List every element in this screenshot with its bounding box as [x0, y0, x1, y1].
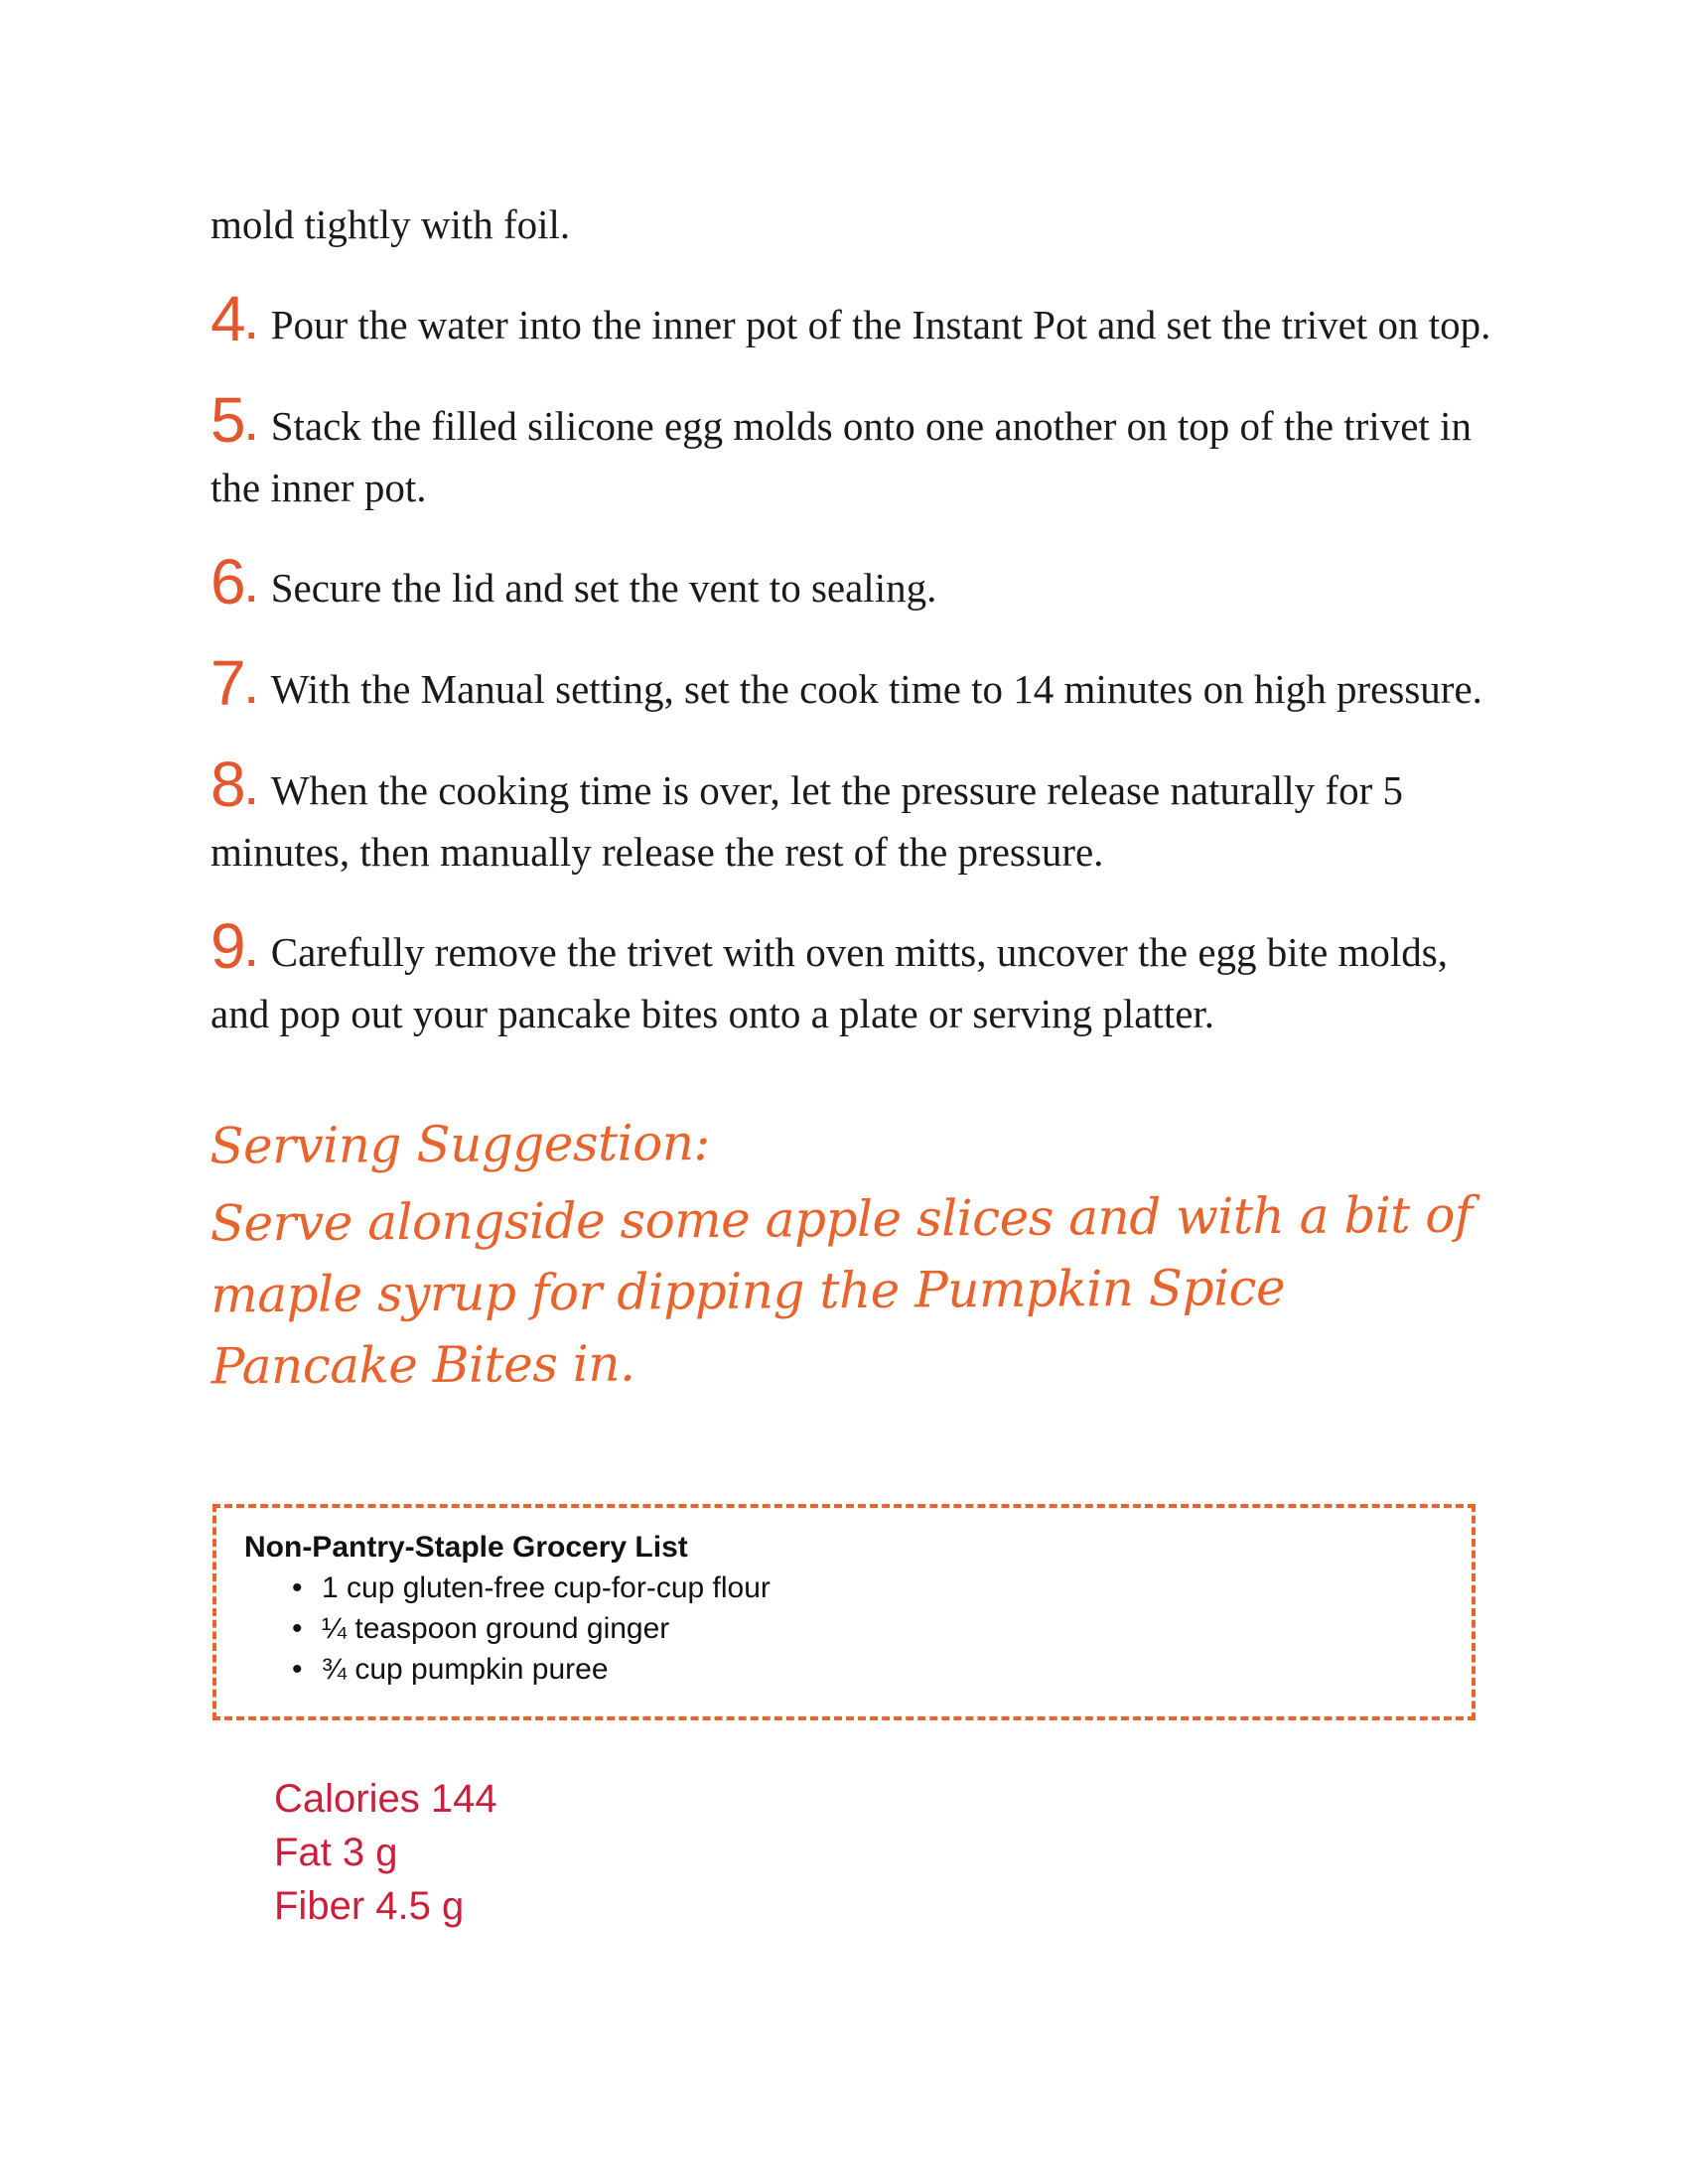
step-text: Pour the water into the inner pot of the Instant Pot and set the trivet on top.	[270, 302, 1491, 347]
nutrition-fat: Fat 3 g	[274, 1831, 398, 1874]
nutrition-facts	[274, 1772, 497, 1933]
step-5: 5. Stack the filled silicone egg molds onto one another on top of the trivet in the inner pot.	[211, 384, 1472, 510]
bullet-icon: •	[292, 1571, 303, 1604]
step-number: 9	[211, 910, 246, 982]
step-number: 4	[211, 283, 246, 354]
step-9: 9. Carefully remove the trivet with oven mitts, uncover the egg bite molds, and pop out your pancake bites onto a plate or serving platter.	[211, 910, 1449, 1036]
serving-suggestion-text: Serve alongside some apple slices and with a bit of maple syrup for dipping the Pumpkin Spice Pancake Bites in.	[210, 1185, 1474, 1396]
step-7: 7. With the Manual setting, set the cook time to 14 minutes on high pressure.	[211, 647, 1482, 719]
nutrition-fiber: Fiber 4.5 g	[274, 1884, 465, 1928]
step-text: When the cooking time is over, let the pressure release naturally for 5 minutes, then manually release the rest of the pressure.	[211, 767, 1403, 875]
step-number: 6	[211, 546, 246, 617]
step-text: Stack the filled silicone egg molds onto one another on top of the trivet in the inner pot.	[211, 403, 1472, 510]
step-number: 7	[211, 647, 246, 719]
intro-continuation: mold tightly with foil.	[211, 202, 571, 247]
serving-suggestion	[210, 1102, 1492, 1403]
step-text: With the Manual setting, set the cook time to 14 minutes on high pressure.	[270, 666, 1482, 712]
step-text: Secure the lid and set the vent to sealing.	[270, 565, 937, 611]
step-number: 8	[211, 749, 246, 820]
grocery-item: • ¾ cup pumpkin puree	[292, 1649, 1444, 1690]
recipe-page	[211, 195, 1491, 1398]
nutrition-calories: Calories 144	[274, 1777, 497, 1821]
grocery-item: • ¼ teaspoon ground ginger	[292, 1608, 1444, 1649]
serving-suggestion-heading: Serving Suggestion:	[210, 1113, 710, 1175]
step-text: Carefully remove the trivet with oven mitts, uncover the egg bite molds, and pop out your pancake bites onto a plate or serving platter.	[211, 929, 1449, 1036]
bullet-icon: •	[292, 1653, 303, 1686]
step-4: 4. Pour the water into the inner pot of the Instant Pot and set the trivet on top.	[211, 283, 1491, 354]
grocery-list-box	[212, 1504, 1476, 1720]
grocery-list	[244, 1568, 1444, 1690]
step-number: 5	[211, 384, 246, 456]
grocery-list-title: Non-Pantry-Staple Grocery List	[244, 1531, 688, 1564]
step-8: 8. When the cooking time is over, let the pressure release naturally for 5 minutes, then manually release the rest of the pressure.	[211, 749, 1403, 875]
grocery-item: • 1 cup gluten-free cup-for-cup flour	[292, 1568, 1444, 1608]
bullet-icon: •	[292, 1612, 303, 1645]
step-6: 6. Secure the lid and set the vent to sealing.	[211, 546, 937, 617]
